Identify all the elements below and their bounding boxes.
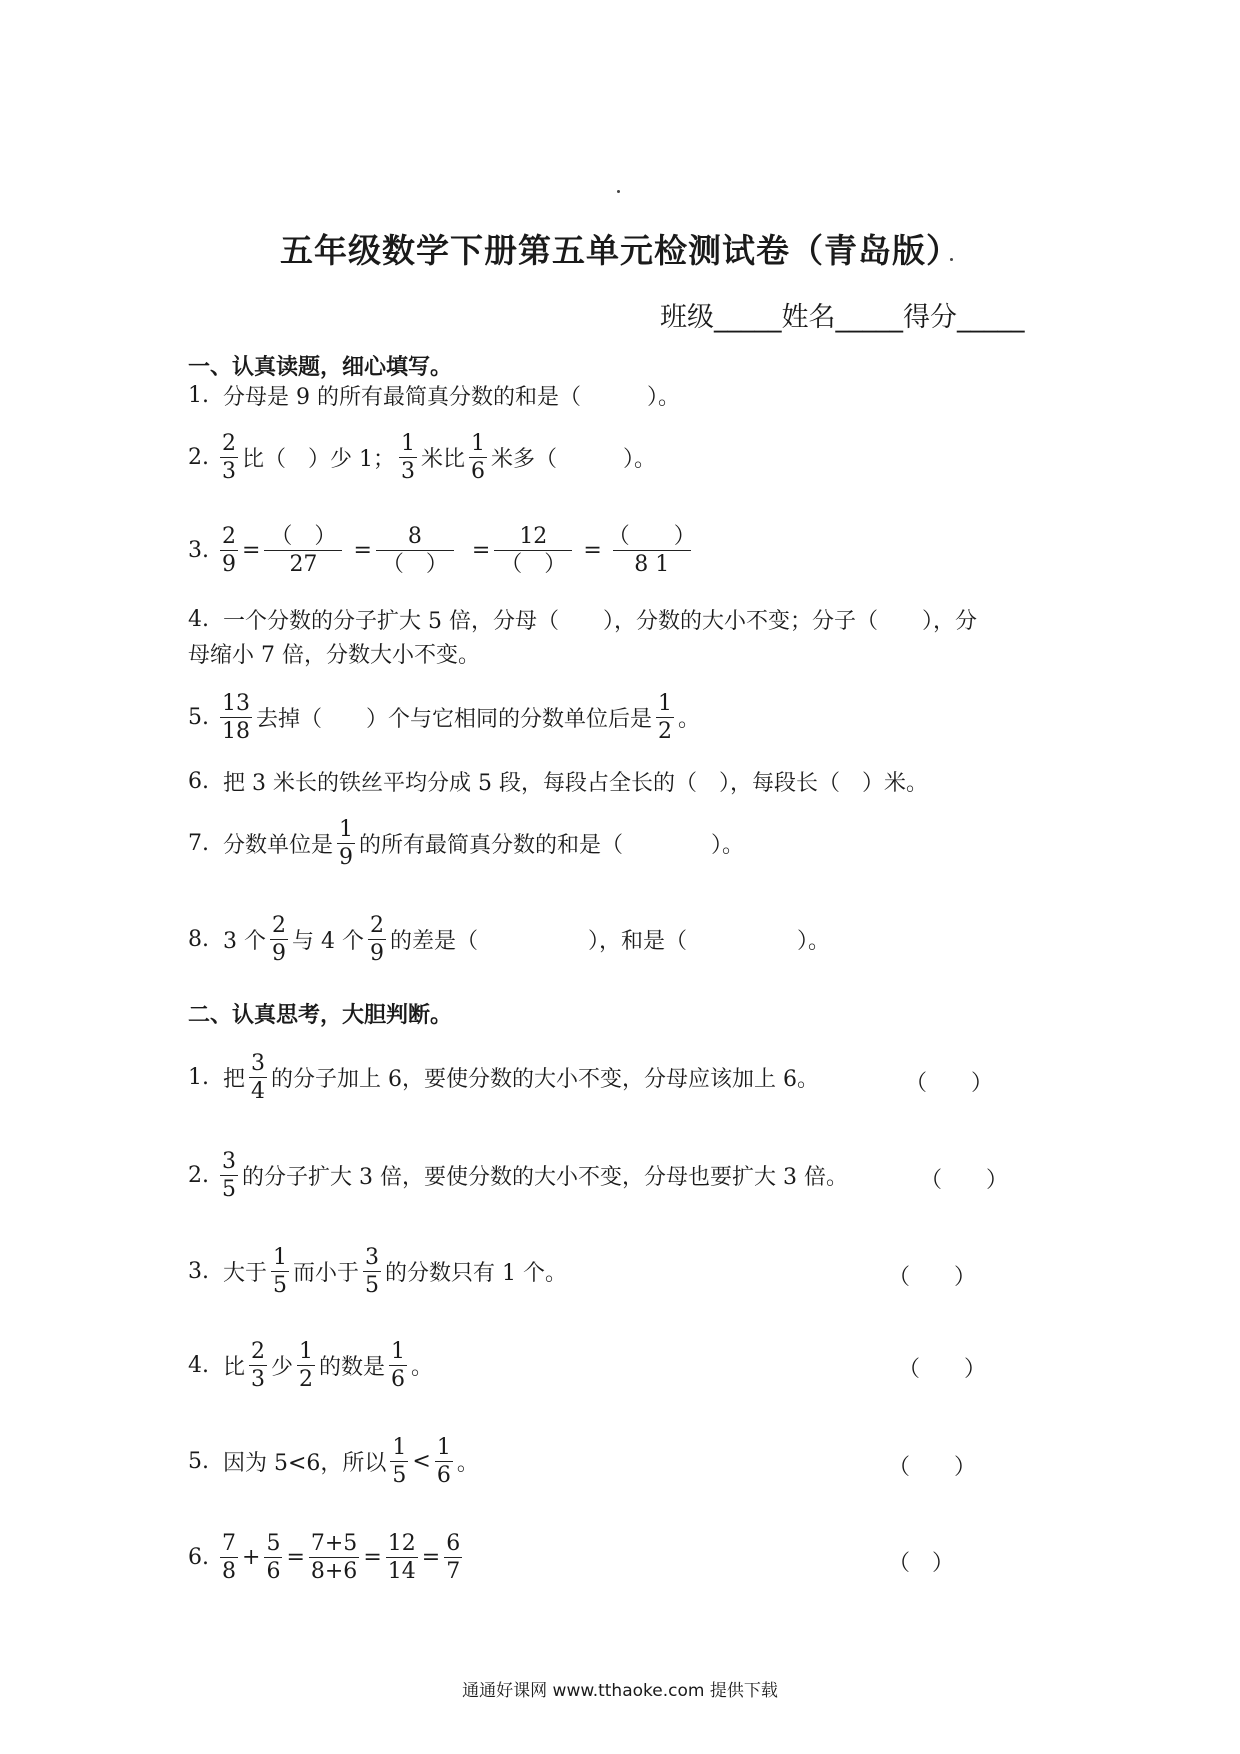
fraction: $\frac{6}{7}$ xyxy=(446,1531,461,1585)
fraction: $\frac{1}{5}$ xyxy=(392,1435,407,1489)
question-number: 5. xyxy=(188,1449,209,1475)
less-than-sign: < xyxy=(412,1449,431,1475)
fraction: $\frac{8}{( )}$ xyxy=(376,525,454,576)
s1-question-4 xyxy=(188,604,977,635)
question-text: 母缩小 7 倍，分数大小不变。 xyxy=(188,643,480,668)
question-text: 的分数只有 1 个。 xyxy=(385,1261,568,1287)
question-number: 6. xyxy=(188,1545,209,1571)
s1-question-7 xyxy=(188,818,744,869)
question-text: 分数单位是 xyxy=(223,833,334,859)
question-text: 比（ ）少 1； xyxy=(242,447,395,473)
question-text: 。 xyxy=(456,1451,479,1477)
s2-question-3 xyxy=(188,1246,567,1297)
question-text: 大于 xyxy=(223,1261,268,1287)
answer-parentheses[interactable]: （ ） xyxy=(898,1357,987,1382)
question-text: 米多（ ）。 xyxy=(491,447,657,473)
question-text: 因为 5<6，所以 xyxy=(223,1451,387,1477)
section-2-heading: 二、认真思考，大胆判断。 xyxy=(188,1003,453,1028)
equals-sign: = xyxy=(286,1545,305,1571)
question-text: 的所有最简真分数的和是（ ）。 xyxy=(359,833,745,859)
answer-parentheses[interactable]: （ ） xyxy=(888,1455,977,1480)
fraction: $\frac{1}{6}$ xyxy=(391,1339,406,1393)
fraction: $\frac{1}{3}$ xyxy=(401,431,415,485)
s1-question-8 xyxy=(188,914,830,965)
s1-question-6 xyxy=(188,766,928,797)
question-text: 的分子扩大 3 倍，要使分数的大小不变，分母也要扩大 3 倍。 xyxy=(242,1165,848,1191)
s2-question-4 xyxy=(188,1340,433,1391)
fraction: $\frac{2}{3}$ xyxy=(251,1339,266,1393)
fraction: $\frac{7}{8}$ xyxy=(222,1531,236,1585)
equals-sign: = xyxy=(242,538,261,564)
fraction: $\frac{1}{2}$ xyxy=(299,1339,314,1393)
s2-question-5 xyxy=(188,1436,479,1487)
question-text: 。 xyxy=(678,707,701,733)
fraction: $\frac{( )}{27}$ xyxy=(264,525,342,576)
fraction: $\frac{1}{2}$ xyxy=(658,691,673,745)
question-text: 米比 xyxy=(421,447,466,473)
student-info: 班级_____姓名_____得分_____ xyxy=(660,302,1025,333)
answer-parentheses[interactable]: （ ） xyxy=(905,1071,994,1096)
fraction: $\frac{3}{5}$ xyxy=(222,1149,236,1203)
s1-question-3 xyxy=(188,525,702,576)
equals-sign: = xyxy=(421,1545,441,1571)
question-text: 比 xyxy=(223,1355,246,1381)
question-text: 的差是（ ），和是（ ）。 xyxy=(389,929,830,955)
question-text: 与 4 个 xyxy=(292,929,364,955)
fraction: $\frac{2}{9}$ xyxy=(272,913,286,967)
equals-sign: = xyxy=(471,538,491,564)
fraction: $\frac{2}{9}$ xyxy=(369,913,384,967)
s1-question-1 xyxy=(188,380,680,411)
fraction: $\frac{3}{5}$ xyxy=(365,1245,380,1299)
fraction: $\frac{12}{14}$ xyxy=(387,1531,416,1585)
question-text: 一个分数的分子扩大 5 倍，分母（ ），分数的大小不变；分子（ ），分 xyxy=(223,609,977,634)
question-number: 1. xyxy=(188,383,209,408)
fraction: $\frac{7+5}{8+6}$ xyxy=(310,1531,358,1585)
fraction: $\frac{3}{4}$ xyxy=(251,1051,266,1105)
s1-question-4-cont xyxy=(188,638,480,669)
question-text: 去掉（ ）个与它相同的分数单位后是 xyxy=(256,707,653,733)
question-number: 5. xyxy=(188,705,209,731)
fraction: $\frac{12}{( )}$ xyxy=(494,525,572,576)
question-number: 3. xyxy=(188,538,209,564)
question-number: 2. xyxy=(188,445,209,471)
s2-question-6 xyxy=(188,1532,466,1583)
fraction: $\frac{5}{6}$ xyxy=(266,1531,281,1585)
question-number: 4. xyxy=(188,1353,209,1379)
question-text: 把 3 米长的铁丝平均分成 5 段，每段占全长的（ ），每段长（ ）米。 xyxy=(223,771,928,796)
question-number: 8. xyxy=(188,927,209,953)
question-text: 把 xyxy=(223,1067,246,1093)
question-number: 1. xyxy=(188,1065,209,1091)
question-text: 的分子加上 6，要使分数的大小不变，分母应该加上 6。 xyxy=(271,1067,819,1093)
equals-sign: = xyxy=(353,538,372,564)
fraction: $\frac{1}{5}$ xyxy=(273,1245,288,1299)
scan-speck xyxy=(617,190,620,193)
plus-sign: + xyxy=(242,1545,261,1571)
question-number: 4. xyxy=(188,607,209,632)
equals-sign: = xyxy=(363,1545,382,1571)
page-title: 五年级数学下册第五单元检测试卷（青岛版） xyxy=(280,231,960,270)
answer-parentheses[interactable]: （ ） xyxy=(888,1551,955,1576)
question-number: 2. xyxy=(188,1163,209,1189)
s1-question-5 xyxy=(188,692,700,743)
equals-sign: = xyxy=(583,538,602,564)
question-text: 而小于 xyxy=(293,1261,360,1287)
question-text: 。 xyxy=(411,1355,434,1381)
fraction: $\frac{1}{6}$ xyxy=(436,1435,451,1489)
question-text: 的数是 xyxy=(319,1355,386,1381)
s2-question-2 xyxy=(188,1150,848,1201)
fraction: $\frac{13}{18}$ xyxy=(222,691,250,745)
question-number: 6. xyxy=(188,769,209,794)
footer-credit: 通通好课网 www.tthaoke.com 提供下载 xyxy=(462,1681,778,1701)
fraction: $\frac{1}{6}$ xyxy=(471,431,486,485)
question-text: 少 xyxy=(271,1355,294,1381)
fraction: $\frac{1}{9}$ xyxy=(339,817,354,871)
s2-question-1 xyxy=(188,1052,819,1103)
question-number: 3. xyxy=(188,1259,209,1285)
question-text: 3 个 xyxy=(223,929,266,955)
s1-question-2 xyxy=(188,432,656,483)
answer-parentheses[interactable]: （ ） xyxy=(888,1265,977,1290)
section-1-heading: 一、认真读题，细心填写。 xyxy=(188,355,453,380)
fraction: $\frac{2}{3}$ xyxy=(222,431,236,485)
fraction: $\frac{( )}{8 1}$ xyxy=(607,524,696,578)
question-text: 分母是 9 的所有最简真分数的和是（ ）。 xyxy=(223,385,680,410)
question-number: 7. xyxy=(188,831,209,857)
answer-parentheses[interactable]: （ ） xyxy=(920,1168,1009,1193)
fraction: $\frac{2}{9}$ xyxy=(222,524,236,578)
